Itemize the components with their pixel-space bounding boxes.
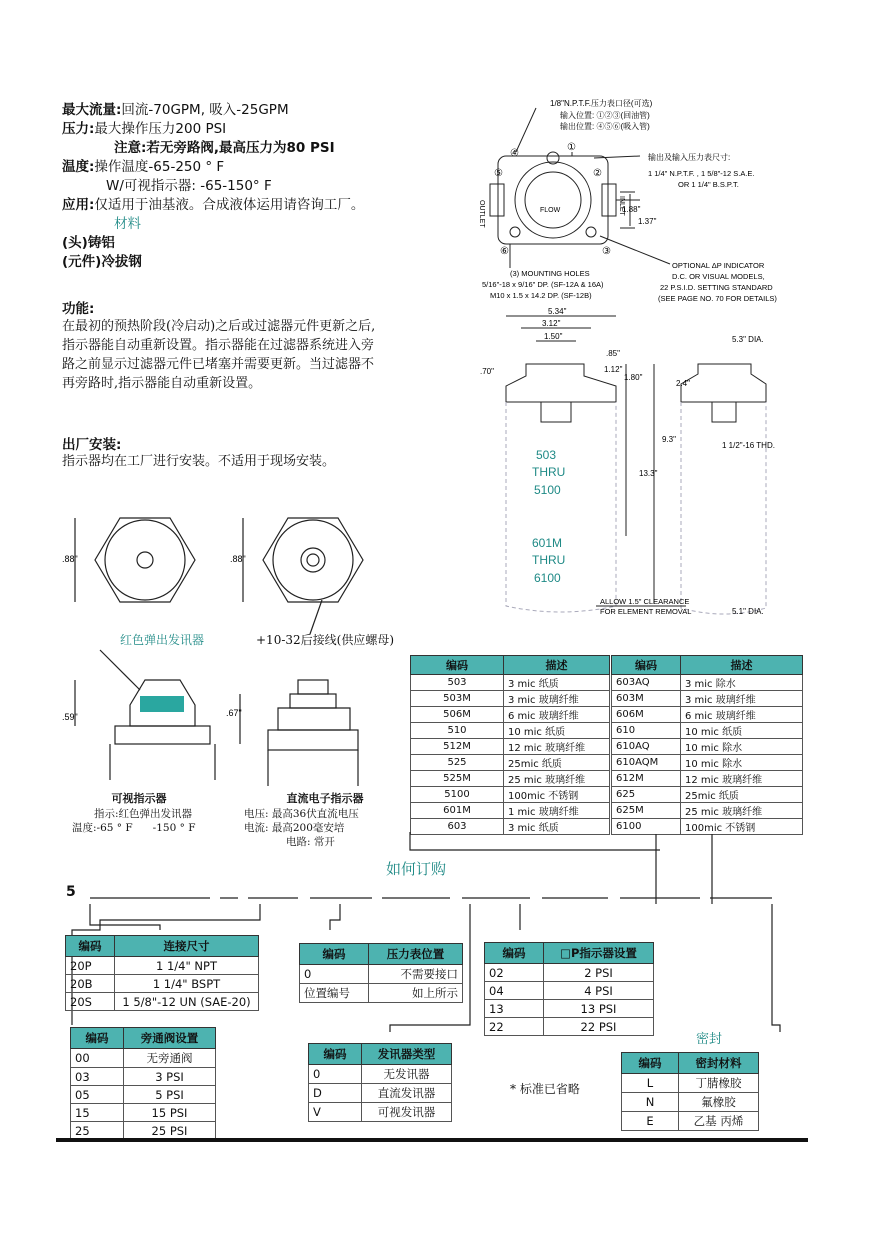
wire-label: +10-32后接线(供应螺母) [256,633,395,647]
cell-code: 503M [411,691,504,707]
std-note: * 标准已省略 [510,1082,580,1096]
table-row [71,1086,216,1104]
col-code: 编码 [622,1053,679,1074]
cell-value: 1 1/4" BSPT [115,975,259,993]
col-code: 编码 [485,943,544,964]
table-row [612,691,803,707]
cell-value: 10 mic 除水 [681,755,803,771]
cell-code: 512M [411,739,504,755]
table-row [612,771,803,787]
cell-code: 20B [66,975,115,993]
group1-a: 503 [536,448,557,462]
cell-value: 可视发讯器 [362,1103,452,1122]
cell-code: 606M [612,707,681,723]
dim-188: 1.88" [622,205,641,214]
cell-value: 4 PSI [544,982,654,1000]
table-row [411,771,610,787]
table-row [309,1103,452,1122]
cell-code: 625 [612,787,681,803]
thread-spec: 1 1/2"-16 THD. [722,441,775,450]
col-sensor: 发讯器类型 [362,1044,452,1065]
group1-c: 5100 [534,483,561,497]
app-label: 应用: [62,197,95,213]
table-row [612,723,803,739]
cell-code: 601M [411,803,504,819]
dim-534: 5.34" [548,307,567,316]
table-row [485,1000,654,1018]
pressure-label: 压力: [62,121,95,137]
cell-code: 02 [485,964,544,982]
dc-title: 直流电子指示器 [286,792,364,805]
cell-value: 15 PSI [124,1104,216,1122]
clearance-2: FOR ELEMENT REMOVAL [600,607,692,616]
cell-value: 25mic 纸质 [504,755,610,771]
cell-value: 3 mic 纸质 [504,819,610,835]
table-row [71,1049,216,1068]
cell-code: 506M [411,707,504,723]
cell-value: 无旁通阀 [124,1049,216,1068]
col-code: 编码 [411,656,504,675]
cell-value: 100mic 不锈钢 [681,819,803,835]
cell-value: 不需要接口 [369,965,463,984]
marker-4: ④ [510,148,519,159]
cell-value: 10 mic 纸质 [681,723,803,739]
cell-value: 3 mic 纸质 [504,675,610,691]
cell-code: 03 [71,1068,124,1086]
visual-l1: 指示:红色弹出发讯器 [94,808,193,820]
cell-code: 612M [612,771,681,787]
material-head: (头)铸铝 [62,235,115,251]
cell-value: 1 1/4" NPT [115,957,259,975]
table-row [309,1065,452,1084]
element-table-right [611,655,803,835]
dim-51: 5.1" DIA. [732,607,764,616]
dim-88a: .88" [62,554,78,564]
cell-code: L [622,1074,679,1093]
cell-value: 如上所示 [369,984,463,1003]
cell-value: 丁腈橡胶 [679,1074,759,1093]
inlet-word: INLET [618,196,625,216]
col-gauge: 压力表位置 [369,944,463,965]
cell-code: 525 [411,755,504,771]
cell-value: 无发讯器 [362,1065,452,1084]
cell-code: 6100 [612,819,681,835]
dim-88b: .88" [230,554,246,564]
table-row [612,787,803,803]
visual-l2: 温度:-65 ° F -150 ° F [72,822,196,834]
cell-code: 625M [612,803,681,819]
sensor-table [308,1043,452,1122]
cell-code: 0 [309,1065,362,1084]
cell-code: 503 [411,675,504,691]
table-row [411,803,610,819]
dim-85: .85" [606,349,620,358]
col-desc: 描述 [681,656,803,675]
group2-c: 6100 [534,571,561,585]
table-row [612,803,803,819]
marker-5: ⑤ [494,168,503,179]
col-code: 编码 [66,936,115,957]
dp-table [484,942,654,1036]
col-conn: 连接尺寸 [115,936,259,957]
cell-value: 22 PSI [544,1018,654,1036]
seal-title: 密封 [696,1032,723,1047]
cell-code: D [309,1084,362,1103]
cell-value: 12 mic 玻璃纤维 [504,739,610,755]
holes-3: M10 x 1.5 x 14.2 DP. (SF-12B) [490,291,592,300]
cell-code: 20P [66,957,115,975]
hex-visual [95,518,195,602]
cell-value: 乙基 丙烯 [679,1112,759,1131]
table-row [411,723,610,739]
dc-l3: 电路: 常开 [286,836,335,848]
cell-value: 13 PSI [544,1000,654,1018]
dim-133: 13.3" [639,469,658,478]
temp-visual: W/可视指示器: -65-150° F [106,178,272,194]
table-row [411,707,610,723]
temp-label: 温度: [62,159,95,175]
table-row [411,787,610,803]
col-code: 编码 [300,944,369,965]
cell-code: 25 [71,1122,124,1140]
table-row [71,1068,216,1086]
pressure-note: 注意:若无旁路阀,最高压力为80 PSI [114,140,335,156]
flow-label: 最大流量: [62,102,122,118]
table-row [71,1104,216,1122]
table-row [309,1084,452,1103]
dim-112: 1.12" [604,365,623,374]
filter-top-view-drawing [470,96,810,308]
cell-code: 603M [612,691,681,707]
dim-137: 1.37" [638,217,657,226]
bypass-table [70,1027,216,1140]
marker-3: ③ [602,246,611,257]
seal-table [621,1052,759,1131]
gauge-table [299,943,463,1003]
cell-value: 100mic 不锈钢 [504,787,610,803]
order-prefix: 5 [66,884,76,900]
pressure-value: 最大操作压力200 PSI [94,121,227,137]
optional-3: 22 P.S.I.D. SETTING STANDARD [660,283,773,292]
cell-code: 610AQ [612,739,681,755]
temp-value: 操作温度-65-250 ° F [94,159,225,175]
cell-code: 22 [485,1018,544,1036]
optional-2: D.C. OR VISUAL MODELS, [672,272,765,281]
dim-150: 1.50" [544,332,563,341]
filter-side-view-drawing [476,306,796,618]
dim-67: .67" [226,708,242,718]
cell-code: 603AQ [612,675,681,691]
element-bowl [506,402,616,612]
cell-value: 25 mic 玻璃纤维 [504,771,610,787]
cell-code: 04 [485,982,544,1000]
table-row [612,707,803,723]
col-code: 编码 [612,656,681,675]
cell-value: 3 mic 玻璃纤维 [504,691,610,707]
cell-code: 00 [71,1049,124,1068]
head-outline [506,364,616,402]
table-row [411,739,610,755]
cell-code: E [622,1112,679,1131]
cell-code: 603 [411,819,504,835]
flow-word: FLOW [540,207,561,214]
cell-value: 3 mic 除水 [681,675,803,691]
flow-value: 回流-70GPM, 吸入-25GPM [121,102,289,118]
table-row [411,755,610,771]
outlet-word: OUTLET [478,200,485,228]
cell-value: 10 mic 除水 [681,739,803,755]
table-row [622,1074,759,1093]
function-text: 在最初的预热阶段(冷启动)之后或过滤器元件更新之后,指示器能自动重新设置。指示器能在过滤器系统进入旁路之前显示过滤器元件已堵塞并需要更新。当过滤器不再旁路时,指示器能自动重新设置。 [62,319,376,391]
cell-code: 5100 [411,787,504,803]
cell-code: 610 [612,723,681,739]
dim-53: 5.3" DIA. [732,335,764,344]
cell-value: 1 5/8"-12 UN (SAE-20) [115,993,259,1011]
clearance-1: ALLOW 1.5" CLEARANCE [600,597,690,606]
dim-24: 2.4" [676,379,690,388]
table-row [411,675,610,691]
marker-6: ⑥ [500,246,509,257]
indicator-drawings [60,500,410,800]
col-desc: 描述 [504,656,610,675]
table-row [485,1018,654,1036]
cell-code: 13 [485,1000,544,1018]
hex-dc [263,518,363,602]
conn-table [65,935,259,1011]
install-title: 出厂安装: [62,437,122,453]
table-row [622,1112,759,1131]
gauge-size: 输出及输入压力表尺寸: [648,153,731,162]
table-row [612,675,803,691]
table-row [66,975,259,993]
cell-value: 6 mic 玻璃纤维 [504,707,610,723]
cell-code: 610AQM [612,755,681,771]
group2-b: THRU [532,553,566,567]
port-note: 1/8"N.P.T.F.压力表口径(可选) [550,99,653,108]
dim-312: 3.12" [542,319,561,328]
cell-value: 10 mic 纸质 [504,723,610,739]
size-line2: OR 1 1/4" B.S.P.T. [678,180,739,189]
dc-l2: 电流: 最高200毫安培 [244,822,345,834]
table-row [485,964,654,982]
table-row [622,1093,759,1112]
col-seal: 密封材料 [679,1053,759,1074]
material-element: (元件)冷拔钢 [62,254,142,270]
dim-180: 1.80" [624,373,643,382]
visual-title: 可视指示器 [111,792,167,805]
table-row [300,965,463,984]
order-title: 如何订购 [386,860,447,878]
red-label: 红色弹出发讯器 [120,633,205,647]
dim-70: .70" [480,367,494,376]
dim-93: 9.3" [662,435,676,444]
col-code: 编码 [309,1044,362,1065]
cell-value: 直流发讯器 [362,1084,452,1103]
optional-4: (SEE PAGE NO. 70 FOR DETAILS) [658,294,777,303]
cell-value: 1 mic 玻璃纤维 [504,803,610,819]
bottom-rule [56,1138,808,1142]
cell-value: 25 mic 玻璃纤维 [681,803,803,819]
col-dp: □P指示器设置 [544,943,654,964]
inlet-pos: 输入位置: ①②③(回油管) [560,111,650,120]
cell-code: 20S [66,993,115,1011]
cell-value: 氟橡胶 [679,1093,759,1112]
table-row [66,993,259,1011]
outlet-pos: 输出位置: ④⑤⑥(吸入管) [560,122,650,131]
cell-code: 15 [71,1104,124,1122]
red-popup-indicator [140,696,184,712]
cell-code: V [309,1103,362,1122]
marker-1: ① [567,142,576,153]
col-bypass: 旁通阀设置 [124,1028,216,1049]
spec-block [62,101,462,272]
cell-value: 12 mic 玻璃纤维 [681,771,803,787]
dc-l1: 电压: 最高36伏直流电压 [244,808,359,820]
cell-code: N [622,1093,679,1112]
cell-code: 525M [411,771,504,787]
table-row [300,984,463,1003]
optional-indicator: OPTIONAL ΔP INDICATOR [672,261,765,270]
cell-value: 5 PSI [124,1086,216,1104]
cell-value: 25mic 纸质 [681,787,803,803]
cell-value: 3 PSI [124,1068,216,1086]
cell-value: 2 PSI [544,964,654,982]
cell-value: 6 mic 玻璃纤维 [681,707,803,723]
col-code: 编码 [71,1028,124,1049]
material-title: 材料 [114,216,141,232]
element-table-left [410,655,610,835]
cell-code: 05 [71,1086,124,1104]
table-row [66,957,259,975]
cell-code: 0 [300,965,369,984]
function-title: 功能: [62,301,95,317]
group1-b: THRU [532,465,566,479]
housing-circle [515,162,591,238]
marker-2: ② [593,168,602,179]
table-row [411,691,610,707]
table-row [71,1122,216,1140]
cell-value: 3 mic 玻璃纤维 [681,691,803,707]
table-row [612,755,803,771]
app-value: 仅适用于油基液。合成液体运用请咨询工厂。 [94,197,365,213]
install-text: 指示器均在工厂进行安装。不适用于现场安装。 [62,454,336,469]
cell-value: 25 PSI [124,1122,216,1140]
group2-a: 601M [532,536,563,550]
table-row [612,739,803,755]
holes-2: 5/16"-18 x 9/16" DP. (SF-12A & 16A) [482,280,604,289]
cell-code: 510 [411,723,504,739]
size-line1: 1 1/4" N.P.T.F. , 1 5/8"-12 S.A.E. [648,169,755,178]
dim-59: .59" [62,712,78,722]
table-row [485,982,654,1000]
cell-code: 位置编号 [300,984,369,1003]
holes-1: (3) MOUNTING HOLES [510,269,590,278]
